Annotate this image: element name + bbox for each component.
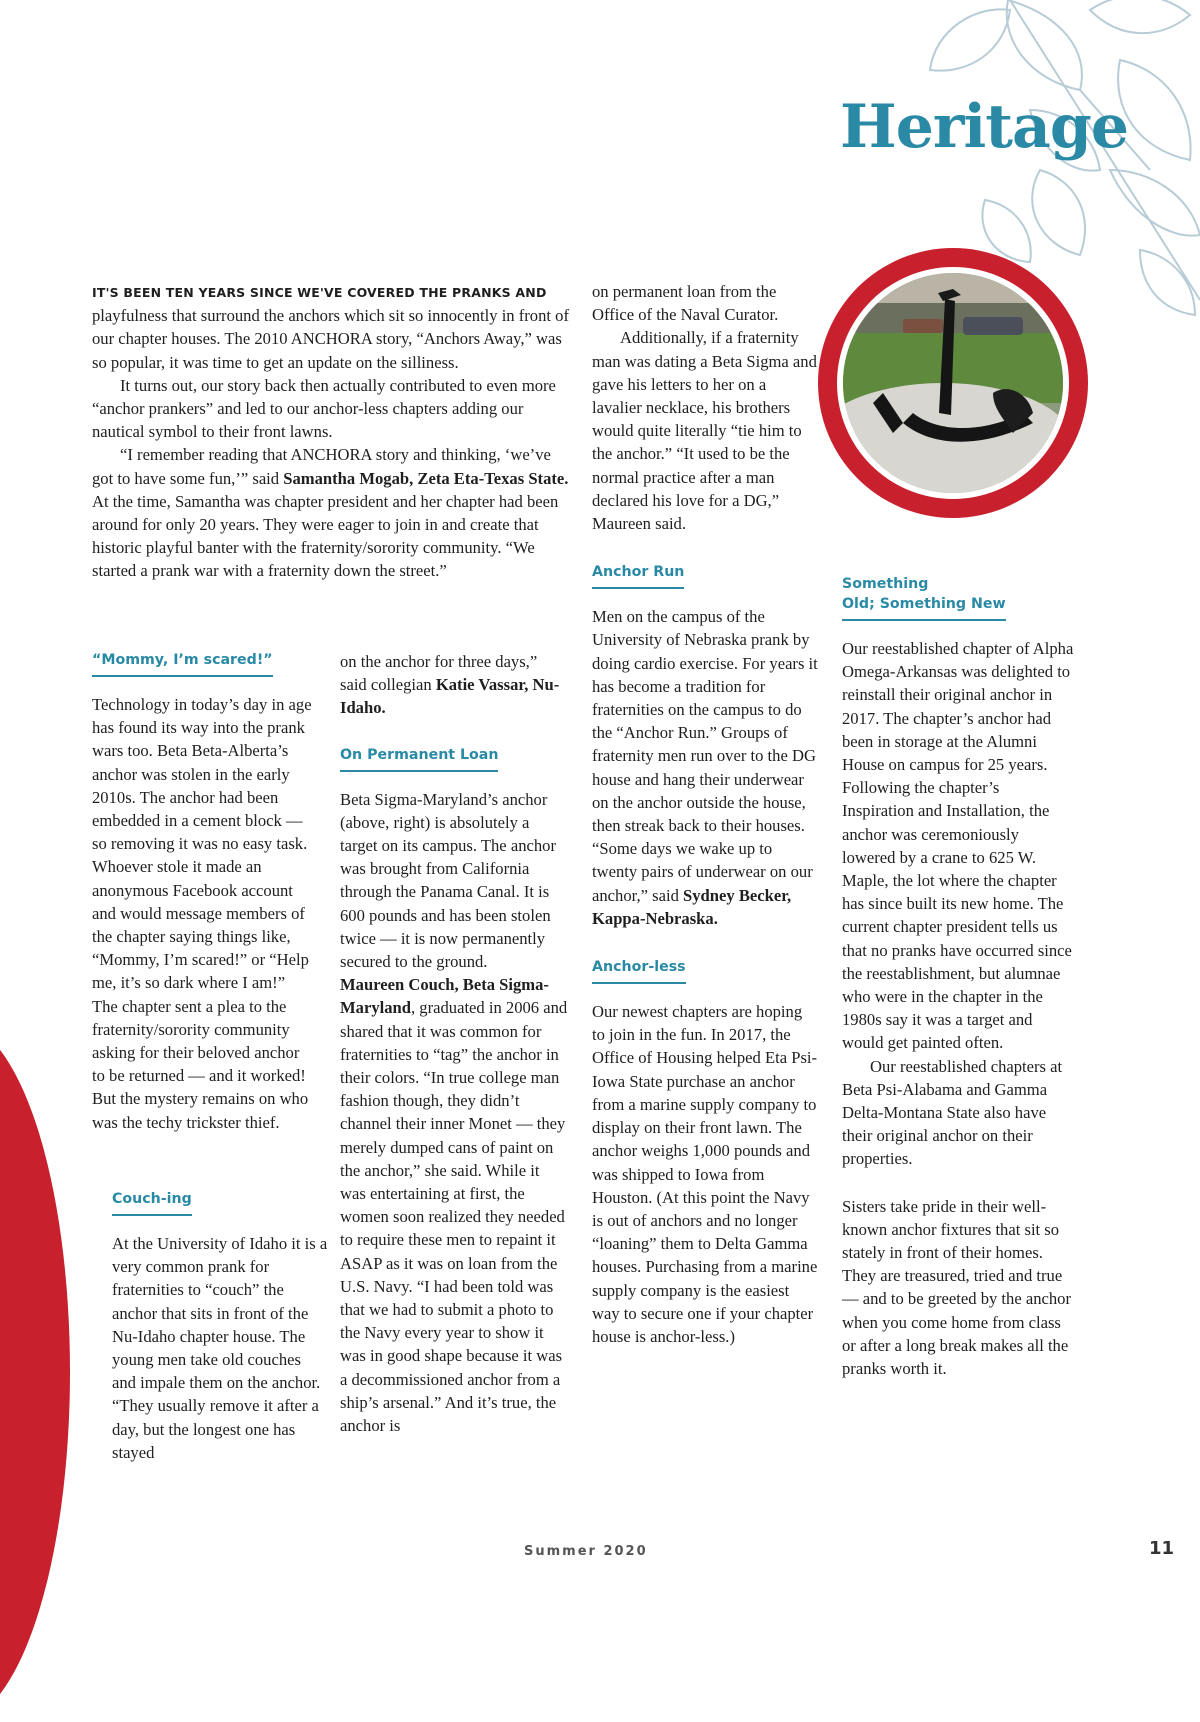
page-title: Heritage: [840, 92, 1128, 162]
anchor-photo: [843, 273, 1063, 493]
section-heading-something-old-new: Something Old; Something New: [842, 574, 1006, 621]
something-paragraph-1: Our reestablished chapter of Alpha Omega-Arkansas was delighted to reinstall their original anchor in 2017. The chapter’s anchor had been in storage at the Alumni House on campus for 25 years. Following the chapter’s Inspiration and Installation, the anchor was ceremoniously lowered by a crane to 625 W. Maple, the lot where the chapter has since built its new home. The current chapter president tells us that no pranks have occurred since the reestablishment, but alumnae who were in the chapter in the 1980s say it was a target and would get painted often.: [842, 639, 1074, 1053]
section-heading-mommy: “Mommy, I’m scared!”: [92, 650, 273, 677]
page-number: 11: [1148, 1538, 1174, 1559]
anchor-run-body: Men on the campus of the University of Nebraska prank by doing cardio exercise. For years it has become a tradition for fraternities on the campus to do the “Anchor Run.” Groups of fraternity men run over to the DG house and hang their underwear on the anchor outside the house, then streak back to their houses. “Some days we wake up to twenty pairs of underwear on our anchor,” said: [592, 607, 818, 905]
section-heading-anchor-run: Anchor Run: [592, 562, 684, 589]
permanent-paragraph-1: Beta Sigma-Maryland’s anchor (above, right) is absolutely a target on its campus. The anchor was brought from California through the Panama Canal. It is 600 pounds and has been stolen twice — it is now permanently secured to the ground.: [340, 789, 556, 972]
intro-quote: “I remember reading that ANCHORA story and thinking, ‘we’ve got to have some fun,’” said: [92, 445, 551, 488]
intro-paragraph-1: playfulness that surround the anchors which sit so innocently in front of our chapter houses. The 2010 ANCHORA story, “Anchors Away,” was so popular, it was time to get an update on the silliness.: [92, 306, 569, 372]
intro-lead: IT'S BEEN TEN YEARS SINCE WE'VE COVERED THE PRANKS AND: [92, 285, 547, 300]
permanent-paragraph-3: Additionally, if a fraternity man was dating a Beta Sigma and gave his letters to her on a lavalier necklace, his brothers would quite literally “tie him to the anchor.” “It used to be the normal practice after a man declared his love for a DG,” Maureen said.: [592, 328, 817, 534]
permanent-paragraph-2: , graduated in 2006 and shared that it was common for fraternities to “tag” the anchor in their colors. “In true college man fashion though, they didn’t channel their inner Monet — they merely dumped cans of paint on the anchor,” she said. While it was entertaining at first, the women soon realized they needed to require these men to repaint it ASAP as it was on loan from the U.S. Navy. “I had been told was that we had to submit a photo to the Navy every year to show it was in good shape because it was a decommissioned anchor from a ship’s arsenal.” And it’s true, the anchor is: [340, 998, 568, 1436]
permanent-person-name: Maureen Couch, Beta Sigma-Maryland: [340, 975, 549, 1018]
intro-paragraph-2: It turns out, our story back then actually contributed to even more “anchor prankers” and led to our anchor-less chapters adding our nautical symbol to their front lawns.: [92, 375, 556, 442]
permanent-continued: on permanent loan from the Office of the Naval Curator.: [592, 282, 779, 325]
section-heading-anchor-less: Anchor-less: [592, 957, 686, 984]
section-heading-permanent-loan: On Permanent Loan: [340, 745, 498, 772]
anchor-run-person-name: Sydney Becker, Kappa-Nebraska.: [592, 885, 792, 928]
anchor-photo-frame: [818, 248, 1088, 518]
something-paragraph-2: Our reestablished chapters at Beta Psi-Alabama and Gamma Delta-Montana State also have their original anchor on their properties.: [842, 1056, 1063, 1169]
section-heading-couching: Couch-ing: [112, 1189, 192, 1216]
anchor-less-body: Our newest chapters are hoping to join in the fun. In 2017, the Office of Housing helped Eta Psi-Iowa State purchase an anchor from a marine supply company to display on their front lawn. The anchor weighs 1,000 pounds and was shipped to Iowa from Houston. (At this point the Navy is out of anchors and no longer “loaning” them to Delta Gamma houses. Purchasing from a marine supply company is the easiest way to secure one if your chapter house is anchor-less.): [592, 1002, 818, 1346]
intro-person-name: Samantha Mogab, Zeta Eta-Texas State.: [283, 468, 569, 488]
couching-continued: on the anchor for three days,” said collegian: [340, 652, 538, 695]
couching-person-name: Katie Vassar, Nu-Idaho.: [340, 675, 560, 718]
mommy-body: Technology in today’s day in age has found its way into the prank wars too. Beta Beta-Alberta’s anchor was stolen in the early 2010s. The anchor had been embedded in a cement block — so removing it was no easy task. Whoever stole it made an anonymous Facebook account and would message members of the chapter saying things like, “Mommy, I’m scared!” or “Help me, it’s so dark where I am!” The chapter sent a plea to the fraternity/sorority community asking for their beloved anchor to be returned — and it worked! But the mystery remains on who was the techy trickster thief.: [92, 695, 312, 1132]
something-paragraph-3: Sisters take pride in their well-known anchor fixtures that sit so stately in front of their homes. They are treasured, tried and true — and to be greeted by the anchor when you come home from class or after a long break makes all the pranks worth it.: [842, 1196, 1071, 1379]
issue-label: Summer 2020: [524, 1544, 648, 1559]
intro-paragraph-3: At the time, Samantha was chapter president and her chapter had been around for only 20 years. They were eager to join in and create that historic playful banter with the fraternity/sorority community. “We started a prank war with a fraternity down the street.”: [92, 491, 559, 581]
couching-body: At the University of Idaho it is a very common prank for fraternities to “couch” the anchor that sits in front of the Nu-Idaho chapter house. The young men take old couches and impale them on the anchor. “They usually remove it after a day, but the longest one has stayed: [112, 1234, 328, 1462]
